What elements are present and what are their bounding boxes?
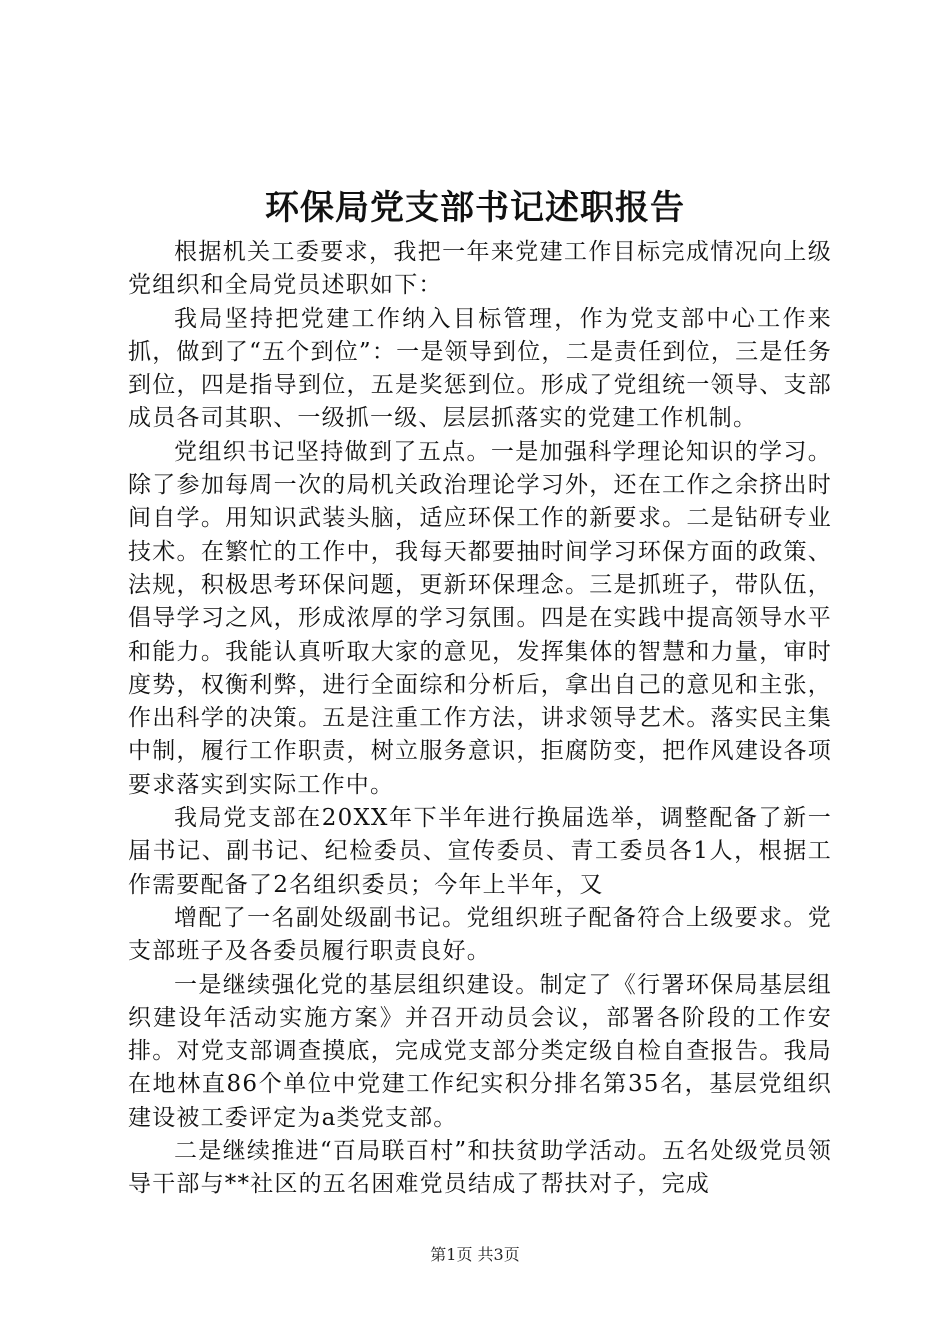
paragraph-election: 我局党支部在20XX年下半年进行换届选举，调整配备了新一届书记、副书记、纪检委员、宣传委员、青工委员各1人，根据工作需要配备了2名组织委员；今年上半年，又 [128, 805, 832, 898]
paragraph-poverty-assistance: 二是继续推进“百局联百村”和扶贫助学活动。五名处级党员领导干部与**社区的五名困难党员结成了帮扶对子，完成 [128, 1138, 832, 1198]
paragraph-team-staffing: 增配了一名副处级副书记。党组织班子配备符合上级要求。党支部班子及各委员履行职责良好。 [128, 904, 832, 965]
paragraph-target-management: 我局坚持把党建工作纳入目标管理，作为党支部中心工作来抓，做到了“五个到位”：一是领导到位，二是责任到位，三是任务到位，四是指导到位，五是奖惩到位。形成了党组统一领导、支部成员各司其职、一级抓一级、层层抓落实的党建工作机制。 [128, 305, 832, 432]
document-body [128, 236, 832, 1202]
document-title: 环保局党支部书记述职报告 [265, 188, 685, 228]
paragraph-intro: 根据机关工委要求，我把一年来党建工作目标完成情况向上级党组织和全局党员述职如下： [128, 239, 832, 299]
page-number-footer: 第1页 共3页 [430, 1245, 520, 1264]
paragraph-organization-building: 一是继续强化党的基层组织建设。制定了《行署环保局基层组织建设年活动实施方案》并召开动员会议，部署各阶段的工作安排。对党支部调查摸底，完成党支部分类定级自检自查报告。我局在地林直86个单位中党建工作纪实积分排名第35名，基层党组织建设被工委评定为a类党支部。 [128, 971, 832, 1131]
paragraph-secretary-five-points: 党组织书记坚持做到了五点。一是加强科学理论知识的学习。除了参加每周一次的局机关政治理论学习外，还在工作之余挤出时间自学。用知识武装头脑，适应环保工作的新要求。二是钻研专业技术。在繁忙的工作中，我每天都要抽时间学习环保方面的政策、法规，积极思考环保问题，更新环保理念。三是抓班子，带队伍，倡导学习之风，形成浓厚的学习氛围。四是在实践中提高领导水平和能力。我能认真听取大家的意见，发挥集体的智慧和力量，审时度势，权衡利弊，进行全面综和分析后，拿出自己的意见和主张，作出科学的决策。五是注重工作方法，讲求领导艺术。落实民主集中制，履行工作职责，树立服务意识，拒腐防变，把作风建设各项要求落实到实际工作中。 [128, 438, 832, 798]
